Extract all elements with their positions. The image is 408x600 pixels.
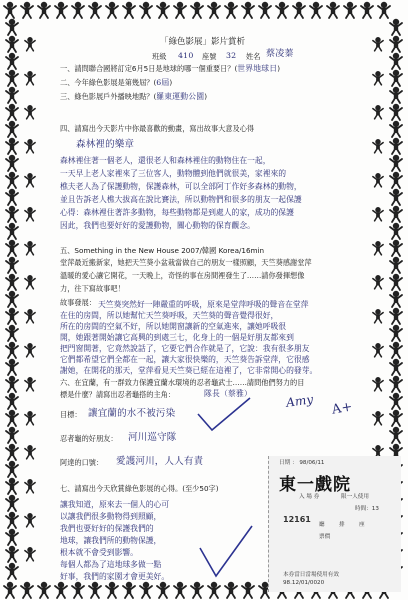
worksheet-title: 「綠色影展」影片賞析 bbox=[160, 37, 246, 47]
question-2-close: ) bbox=[169, 78, 173, 87]
question-1-close: ) bbox=[277, 64, 281, 73]
ticket-code: 98.12/01/0020 bbox=[283, 580, 325, 586]
question-6-annotation: 隊長（蔡雅） bbox=[204, 389, 252, 398]
question-2-text: 二、今年綠色影展是第幾屆？( bbox=[60, 78, 157, 87]
class-label: 班級 bbox=[152, 52, 167, 61]
story-summary-line: 心得：森林裡住著許多動物，每些動物都是到處人的家，成功的保護 bbox=[60, 208, 294, 217]
question-5-heading: 五、Something in the New House 2007/韓國 Korea/16min bbox=[60, 246, 265, 255]
question-4-animation-title: 森林裡的樂章 bbox=[76, 139, 135, 150]
reflection-line: 我們也要好好的保護我們的 bbox=[60, 524, 154, 533]
question-1-answer: 世界地球日 bbox=[237, 64, 278, 73]
ticket-date: 日期 ： 98/06/11 bbox=[279, 460, 325, 466]
ticket-entry-label: 入 場 券 bbox=[299, 494, 320, 500]
question-3-text: 三、綠色影展戶外播映地點？( bbox=[60, 92, 157, 101]
question-6-heading-line2: 標是什麼？請寫出忍者龜搭的主角： bbox=[60, 390, 176, 399]
story-development-line: 所在的房間的空氣不好，所以她開窗讓新的空氣進來，讓她呼吸很 bbox=[60, 322, 287, 331]
question-3-answer: 羅東運動公園 bbox=[156, 92, 205, 101]
story-development-line: 在住的房間，所以她幫忙天竺葵呼吸，天竺葵的聲音覺得很好， bbox=[60, 311, 279, 320]
question-1-text: 一、請問聯合國將訂定6月5日是地球的哪一個重要日？( bbox=[60, 64, 238, 73]
story-development-label: 故事發展： bbox=[60, 298, 96, 307]
story-development-line: 它們都希望它們全都在一起，讓大家很快樂的，天竺葵告訴堂萍，它很感 bbox=[60, 355, 310, 364]
story-summary-line: 因此，我們也要好好的愛護動物，關心動物的保育觀念。 bbox=[60, 221, 255, 230]
story-development-line: 謝她，在開花的那天，堂萍看見天竺葵已經在這裡了，它非常開心的發芽。 bbox=[60, 366, 318, 375]
story-summary-line: 並且告訴老人樵大拔高在說比賽法，所以動物們和很多的朋友一起保護 bbox=[60, 195, 302, 204]
story-development-line: 天竺葵突然好一陣嚴重的呼吸，原來是堂萍呼吸的聲音在堂萍 bbox=[98, 300, 309, 309]
goal-label: 目標： bbox=[60, 410, 82, 419]
reflection-line: 好事，我們的家園才會更美好。 bbox=[60, 572, 170, 581]
ticket-entry-note: 限一人使用 bbox=[341, 494, 369, 500]
reflection-line: 地球，讓我們所的動物保護， bbox=[60, 536, 162, 545]
ticket-time: 時間：13 bbox=[355, 506, 379, 512]
ticket-price: 票價 bbox=[319, 534, 331, 540]
name-label: 姓名 bbox=[246, 52, 261, 61]
grade-mark: A+ bbox=[330, 399, 354, 418]
story-summary-line: 樵夫老人為了保護動物，保護森林，可以全部阿丁作好多森林的動物， bbox=[60, 182, 302, 191]
reflection-line: 讓我知道，原來去一個人的心可 bbox=[60, 500, 170, 509]
ninja-turtle-friend-answer: 河川巡守隊 bbox=[128, 432, 177, 443]
story-development-line: 開，她跟著開始讓它高興的到處三七，化身上的一個是好朋友都來到 bbox=[60, 333, 294, 342]
question-1 bbox=[60, 64, 280, 74]
reflection-line: 以讓我們很多動物得到照顧， bbox=[60, 512, 162, 521]
seat-label: 座號 bbox=[202, 52, 217, 61]
reflection-line: 根本就不會受到影響。 bbox=[60, 548, 138, 557]
prompt-intro-line: 堂萍最近搬新家，她把天竺葵小盆栽當做自己的朋友一樣照顧，天竺葵感謝堂萍 bbox=[60, 258, 312, 267]
slogan-answer: 愛護河川，人人有責 bbox=[116, 456, 204, 467]
story-summary-line: 森林裡住著一個老人，還很老人和森林裡住的動物住在一起， bbox=[60, 156, 271, 165]
ticket-footnote: 本券當日當場使用有效 bbox=[283, 572, 339, 578]
question-3-close: ) bbox=[204, 92, 208, 101]
question-6-heading: 六、在宜蘭，有一群致力保護宜蘭水環境的忍者龜武士……請問他們努力的目 bbox=[60, 378, 305, 387]
question-2-answer: 6屆 bbox=[156, 78, 170, 87]
question-3 bbox=[60, 92, 207, 102]
prompt-intro-line: 力，往下寫故事吧！ bbox=[60, 284, 125, 293]
teacher-signature: Amy bbox=[285, 392, 315, 410]
story-summary-line: 一天早上老人家裡來了三位客人，動物體到他們就很美，家裡來的 bbox=[60, 169, 287, 178]
class-value: 410 bbox=[178, 51, 194, 60]
seat-value: 32 bbox=[226, 51, 237, 60]
reflection-line: 每個人都為了這地球多做一點 bbox=[60, 560, 162, 569]
ticket-seat: 座 bbox=[359, 522, 365, 528]
ticket-cinema-name: 東一戲院 bbox=[279, 475, 351, 495]
slogan-label: 阿達的口號： bbox=[60, 458, 104, 467]
ticket-row: 排 bbox=[339, 522, 345, 528]
goal-answer: 讓宜蘭的水不被污染 bbox=[88, 408, 176, 419]
reflection-check-mark-icon bbox=[196, 524, 256, 580]
student-name: 蔡凌蓁 bbox=[266, 49, 294, 59]
prompt-intro-line: 溫暖的愛心讓它開花，一天晚上，奇怪的事在房間裡發生了……請你發揮想像 bbox=[60, 271, 305, 280]
ninja-turtle-friend-label: 忍者龜的好朋友： bbox=[60, 434, 118, 443]
question-2 bbox=[60, 78, 172, 88]
ticket-number: 12161 bbox=[283, 515, 311, 524]
teacher-check-mark-icon bbox=[194, 396, 254, 436]
story-development-line: 把門窗開著，它竟然說話了，它要它們合作就是了，它說：我有很多朋友 bbox=[60, 344, 310, 353]
ticket-hall: 廳 bbox=[319, 522, 325, 528]
question-7-heading: 七、請寫出今天欣賞綠色影展的心得。(至少50字) bbox=[60, 484, 219, 493]
question-4-prompt: 四、請寫出今天影片中你最喜歡的動畫，寫出故事大意及心得 bbox=[60, 124, 255, 133]
movie-ticket-stub bbox=[268, 456, 401, 592]
